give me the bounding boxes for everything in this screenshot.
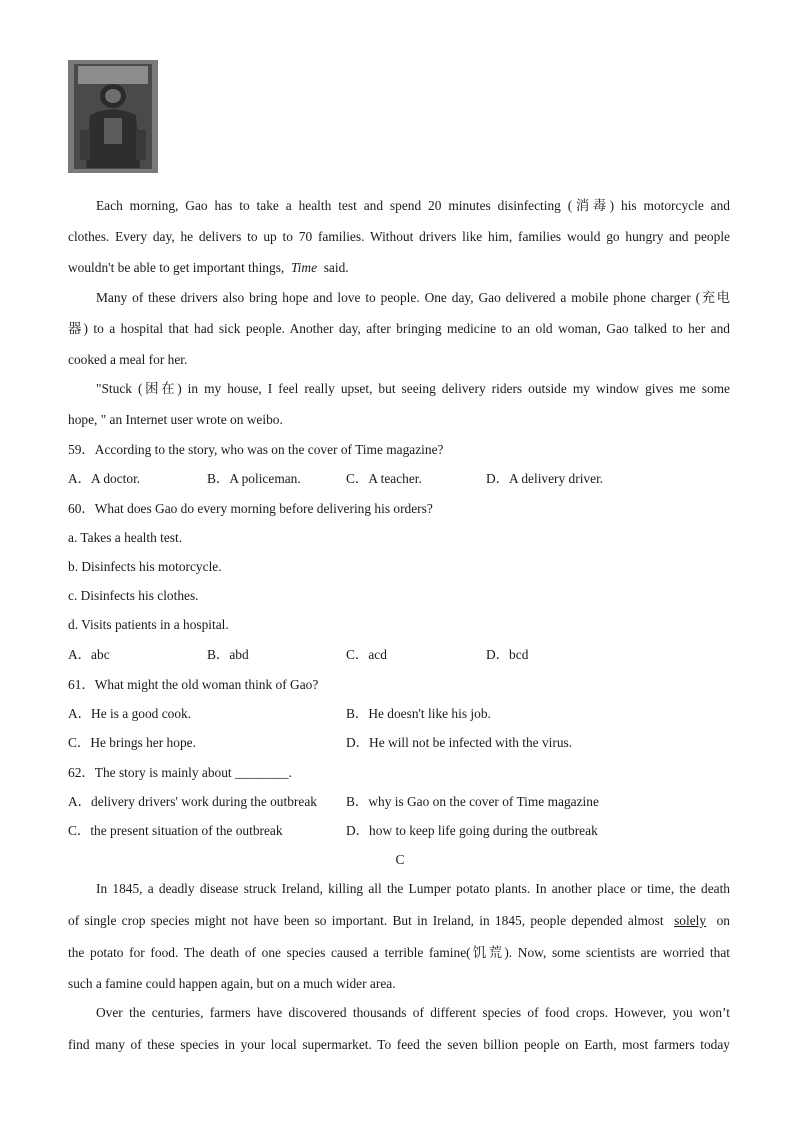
question-stem: 59．According to the story, who was on the cover of Time magazine? — [68, 442, 444, 457]
paragraph-line: Each morning, Gao has to take a health test and spend 20 minutes disinfecting (消毒) his motorcycle and — [96, 198, 730, 213]
paragraph-line — [68, 912, 730, 930]
paragraph-line: such a famine could happen again, but on a much wider area. — [68, 976, 396, 991]
question-stem: 62．The story is mainly about ________. — [68, 765, 292, 780]
statement-item: a. Takes a health test. — [68, 530, 183, 545]
text-span: of single crop species might not have been so important. But in Ireland, in 1845, people depended almost — [68, 913, 664, 928]
text-span: on — [716, 913, 730, 928]
option-d: D．He will not be infected with the virus. — [346, 735, 573, 750]
option-c: C．He brings her hope. — [68, 735, 196, 750]
option-b: B．abd — [207, 647, 249, 662]
option-a: A．delivery drivers' work during the outbreak — [68, 794, 317, 809]
paragraph-line: Over the centuries, farmers have discovered thousands of different species of food crops. However, you won’t — [96, 1005, 730, 1020]
option-a: A．A doctor. — [68, 471, 141, 486]
option-c: C．the present situation of the outbreak — [68, 823, 283, 838]
paragraph-line: clothes. Every day, he delivers to up to 70 families. Without drivers like him, families would go hungry and people — [68, 229, 730, 244]
option-c: C．A teacher. — [346, 471, 422, 486]
paragraph-line: 器) to a hospital that had sick people. Another day, after bringing medicine to an old woman, Gao talked to her and — [68, 321, 730, 336]
section-heading: C — [395, 852, 405, 867]
option-c: C．acd — [346, 647, 387, 662]
paragraph-line: Many of these drivers also bring hope and love to people. One day, Gao delivered a mobile phone charger (充电 — [96, 290, 730, 305]
option-d: D．A delivery driver. — [486, 471, 604, 486]
underlined-word: solely — [674, 913, 707, 928]
paragraph-line: cooked a meal for her. — [68, 352, 188, 367]
text-span: said. — [323, 260, 349, 275]
paragraph-line: the potato for food. The death of one species caused a terrible famine(饥荒). Now, some scientists are worried that — [68, 945, 730, 960]
paragraph-line: hope, " an Internet user wrote on weibo. — [68, 412, 283, 427]
option-b: B．He doesn't like his job. — [346, 706, 491, 721]
paragraph-line — [68, 259, 730, 277]
statement-item: c. Disinfects his clothes. — [68, 588, 199, 603]
question-stem: 60．What does Gao do every morning before delivering his orders? — [68, 501, 433, 516]
statement-item: d. Visits patients in a hospital. — [68, 617, 229, 632]
option-b: B．A policeman. — [207, 471, 301, 486]
article-photo — [68, 60, 158, 173]
text-span: wouldn't be able to get important things, — [68, 260, 285, 275]
question-stem: 61．What might the old woman think of Gao? — [68, 677, 319, 692]
paragraph-line: In 1845, a deadly disease struck Ireland, killing all the Lumper potato plants. In another place or time, the death — [96, 881, 730, 896]
paragraph-line: find many of these species in your local supermarket. To feed the seven billion people on Earth, most farmers today — [68, 1037, 730, 1052]
option-d: D．how to keep life going during the outbreak — [346, 823, 598, 838]
option-a: A．He is a good cook. — [68, 706, 192, 721]
option-b: B．why is Gao on the cover of Time magazine — [346, 794, 599, 809]
statement-item: b. Disinfects his motorcycle. — [68, 559, 222, 574]
paragraph-line: "Stuck (困在) in my house, I feel really upset, but seeing delivery riders outside my window gives me some — [96, 381, 730, 396]
option-a: A．abc — [68, 647, 110, 662]
magazine-name: Time — [290, 260, 318, 275]
photo-person-in-hazmat-icon — [68, 60, 158, 173]
option-d: D．bcd — [486, 647, 529, 662]
